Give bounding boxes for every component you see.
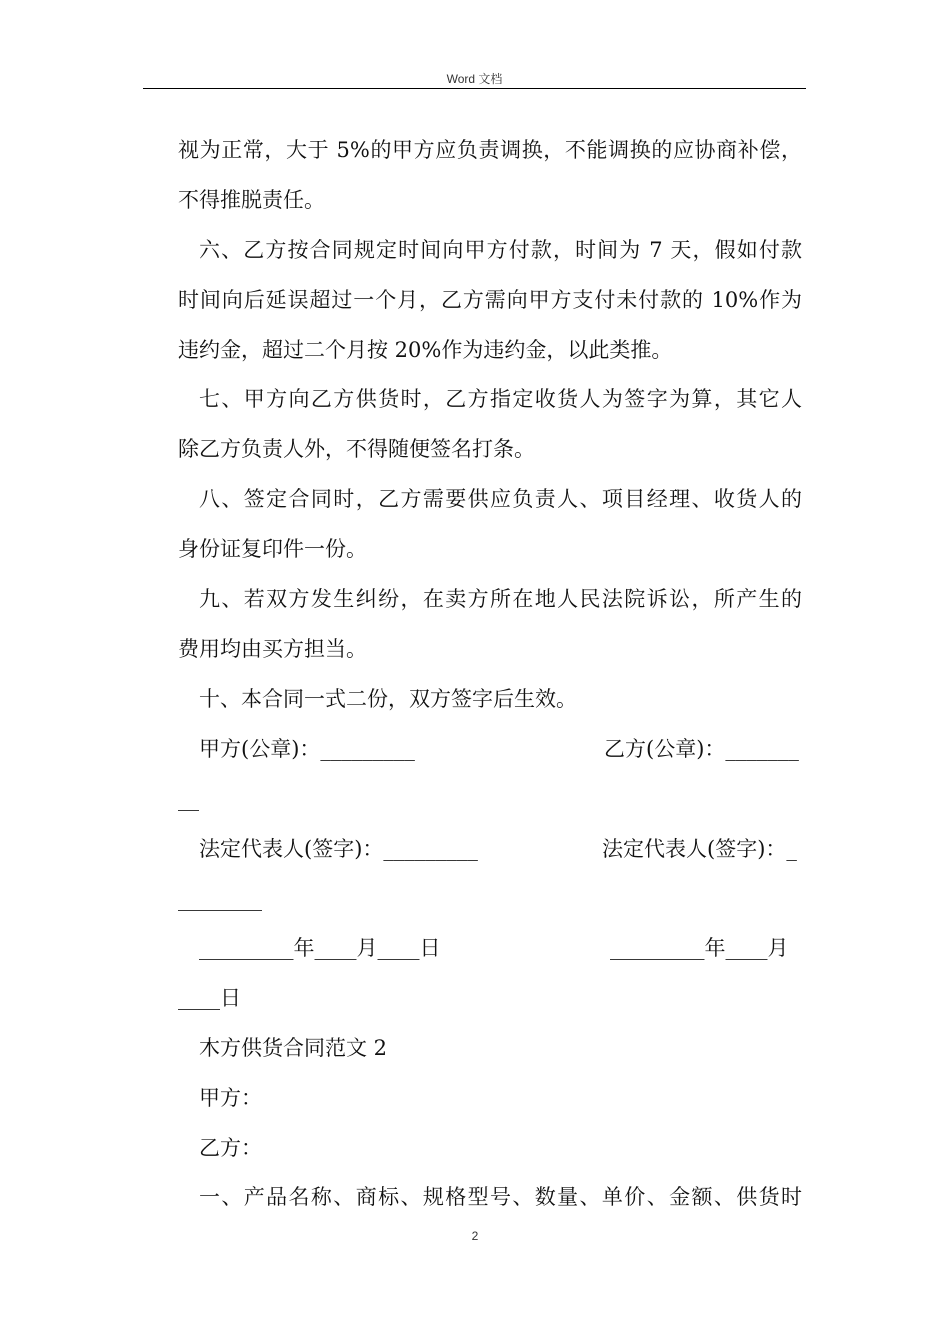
date-b-field: _________年____月 bbox=[610, 936, 789, 960]
clause-8-line: 八、签定合同时，乙方需要供应负责人、项目经理、收货人的 bbox=[199, 487, 802, 511]
header-title: Word 文档 bbox=[446, 72, 503, 86]
clause-9-line: 费用均由买方担当。 bbox=[178, 637, 367, 661]
clause-7-line: 除乙方负责人外，不得随便签名打条。 bbox=[178, 437, 535, 461]
party-b-label: 乙方： bbox=[199, 1136, 262, 1160]
clause-6-line: 六、乙方按合同规定时间向甲方付款，时间为 7 天，假如付款 bbox=[199, 238, 802, 262]
party-a-label: 甲方： bbox=[199, 1086, 262, 1110]
page-number: 2 bbox=[471, 1229, 479, 1243]
clause-1-line: 一、产品名称、商标、规格型号、数量、单价、金额、供货时 bbox=[199, 1185, 802, 1209]
clause-10-line: 十、本合同一式二份，双方签字后生效。 bbox=[199, 687, 577, 711]
paragraph-line: 视为正常，大于 5%的甲方应负责调换，不能调换的应协商补偿， bbox=[178, 138, 802, 162]
clause-7-line: 七、甲方向乙方供货时，乙方指定收货人为签字为算，其它人 bbox=[199, 387, 802, 411]
party-b-seal-field: 乙方(公章)：_______ bbox=[604, 737, 799, 761]
party-b-seal-field-continued: __ bbox=[178, 787, 199, 811]
paragraph-line: 不得推脱责任。 bbox=[178, 188, 325, 212]
date-b-field-continued: ____日 bbox=[178, 986, 241, 1010]
clause-9-line: 九、若双方发生纠纷，在卖方所在地人民法院诉讼，所产生的 bbox=[199, 587, 802, 611]
clause-6-line: 违约金，超过二个月按 20%作为违约金，以此类推。 bbox=[178, 338, 673, 362]
page-header bbox=[143, 68, 806, 89]
legal-rep-b-field-continued: ________ bbox=[178, 887, 262, 911]
legal-rep-a-field: 法定代表人(签字)：_________ bbox=[199, 837, 478, 861]
section-title: 木方供货合同范文 2 bbox=[199, 1036, 388, 1060]
clause-8-line: 身份证复印件一份。 bbox=[178, 537, 367, 561]
legal-rep-b-field: 法定代表人(签字)：_ bbox=[602, 837, 797, 861]
date-a-field: _________年____月____日 bbox=[199, 936, 441, 960]
party-a-seal-field: 甲方(公章)：_________ bbox=[199, 737, 415, 761]
clause-6-line: 时间向后延误超过一个月，乙方需向甲方支付未付款的 10%作为 bbox=[178, 288, 802, 312]
